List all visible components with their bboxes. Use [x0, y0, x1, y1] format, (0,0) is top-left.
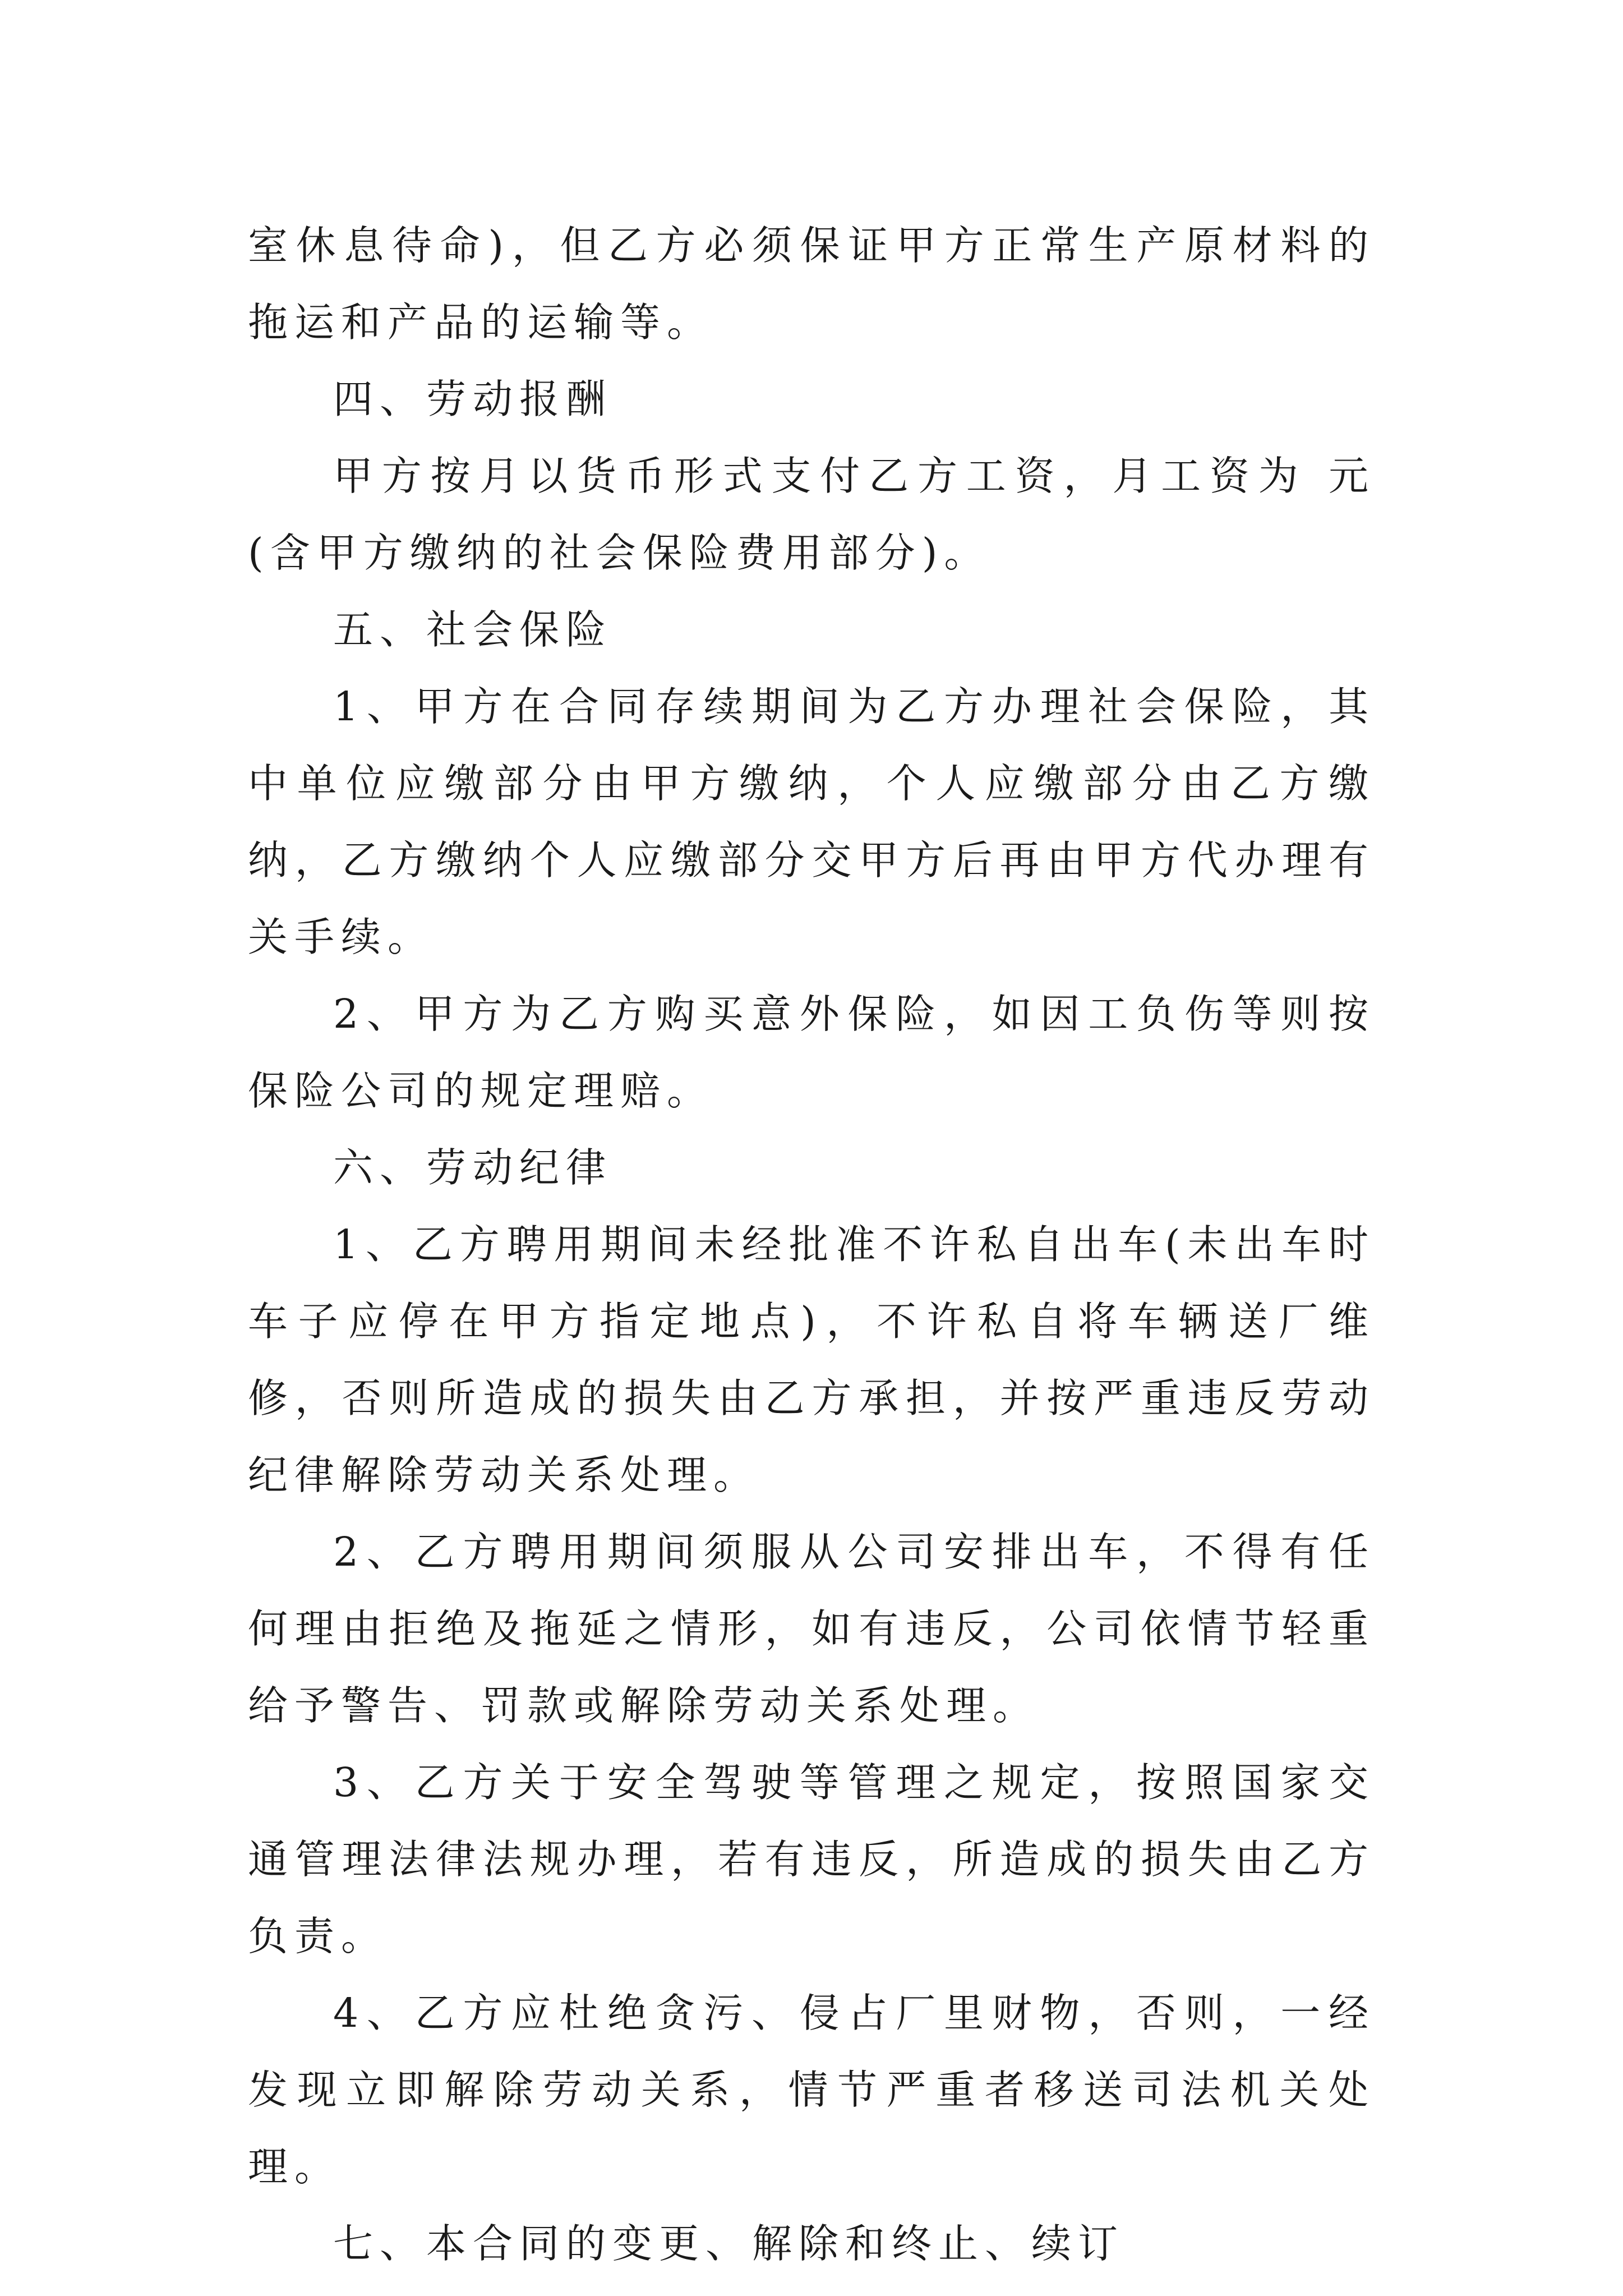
- paragraph-continuation: 室休息待命)，但乙方必须保证甲方正常生产原材料的拖运和产品的运输等。: [248, 222, 1375, 346]
- paragraph-insurance-1: 1、甲方在合同存续期间为乙方办理社会保险，其中单位应缴部分由甲方缴纳，个人应缴部分由乙方缴纳，乙方缴纳个人应缴部分交甲方后再由甲方代办理有关手续。: [248, 683, 1375, 960]
- section-heading-labor-discipline: 六、劳动纪律: [333, 1144, 613, 1191]
- paragraph-discipline-4: 4、乙方应杜绝贪污、侵占厂里财物，否则，一经发现立即解除劳动关系，情节严重者移送司法机关处理。: [248, 1990, 1375, 2190]
- paragraph-discipline-3: 3、乙方关于安全驾驶等管理之规定，按照国家交通管理法律法规办理，若有违反，所造成的损失由乙方负责。: [248, 1759, 1375, 1959]
- paragraph-salary: 甲方按月以货币形式支付乙方工资，月工资为 元(含甲方缴纳的社会保险费用部分)。: [248, 453, 1375, 576]
- document-body: [248, 207, 1375, 2282]
- paragraph-insurance-2: 2、甲方为乙方购买意外保险，如因工负伤等则按保险公司的规定理赔。: [248, 991, 1375, 1114]
- section-heading-contract-changes: 七、本合同的变更、解除和终止、续订: [333, 2220, 1125, 2267]
- paragraph-discipline-1: 1、乙方聘用期间未经批准不许私自出车(未出车时车子应停在甲方指定地点)，不许私自将车辆送厂维修，否则所造成的损失由乙方承担，并按严重违反劳动纪律解除劳动关系处理。: [248, 1221, 1375, 1498]
- section-heading-labor-pay: 四、劳动报酬: [333, 376, 613, 422]
- section-heading-social-insurance: 五、社会保险: [333, 606, 613, 653]
- paragraph-discipline-2: 2、乙方聘用期间须服从公司安排出车，不得有任何理由拒绝及拖延之情形，如有违反，公司依情节轻重给予警告、罚款或解除劳动关系处理。: [248, 1529, 1375, 1729]
